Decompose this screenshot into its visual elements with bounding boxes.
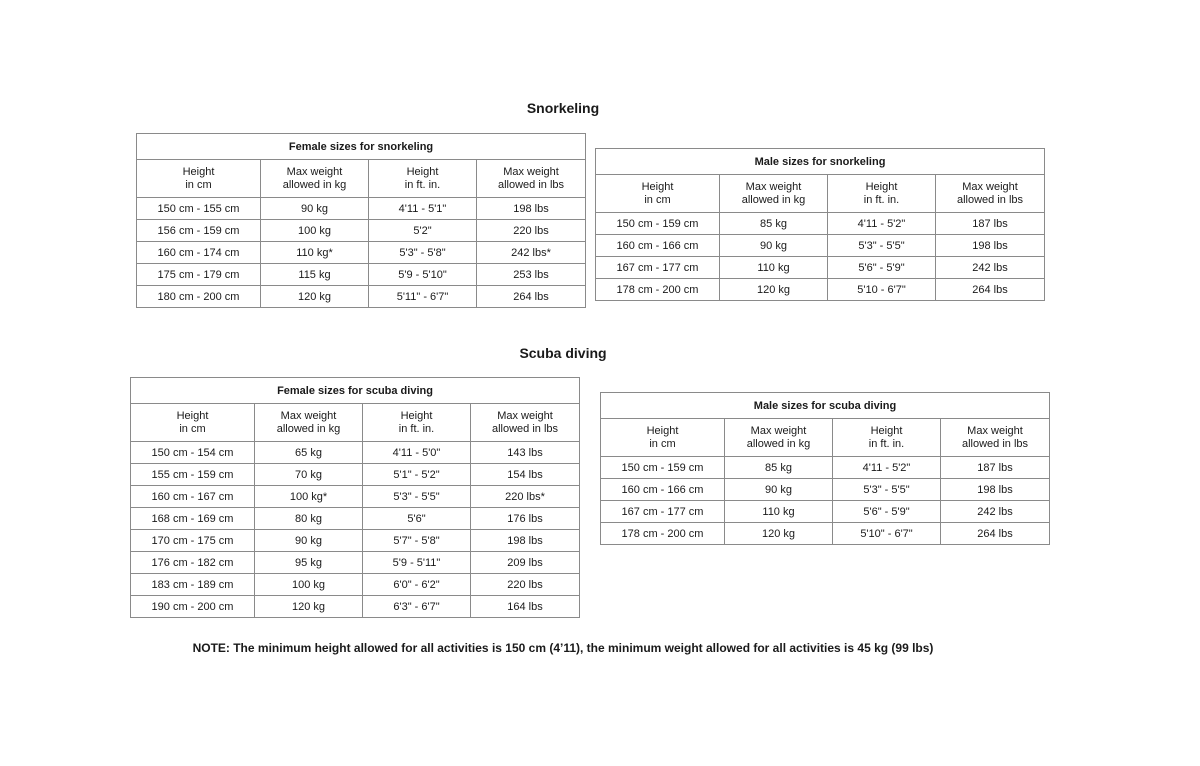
- table-row: [596, 213, 1045, 235]
- table-cell: 160 cm - 166 cm: [601, 479, 725, 501]
- table-title-row: [137, 134, 586, 160]
- table-cell: 90 kg: [725, 479, 833, 501]
- column-header-line: in ft. in.: [404, 178, 441, 191]
- table-cell: 187 lbs: [936, 213, 1045, 235]
- column-header-line: allowed in kg: [741, 193, 806, 206]
- column-header: [477, 160, 586, 198]
- column-header: [255, 404, 363, 442]
- table-cell: 143 lbs: [471, 442, 580, 464]
- table-header-row: [137, 160, 586, 198]
- column-header: [941, 419, 1050, 457]
- column-header-line: in ft. in.: [863, 193, 900, 206]
- table-cell: 80 kg: [255, 508, 363, 530]
- column-header-line: in cm: [185, 178, 212, 191]
- column-header-line: allowed in lbs: [491, 422, 559, 435]
- table-cell: 6'3" - 6'7": [363, 596, 471, 618]
- table-cell: 120 kg: [725, 523, 833, 545]
- table-cell: 253 lbs: [477, 264, 586, 286]
- table-cell: 4'11 - 5'0": [363, 442, 471, 464]
- table-cell: 187 lbs: [941, 457, 1050, 479]
- table-row: [131, 552, 580, 574]
- column-header-line: Height: [406, 165, 439, 178]
- table-cell: 110 kg: [720, 257, 828, 279]
- table-row: [601, 457, 1050, 479]
- table-cell: 90 kg: [720, 235, 828, 257]
- table-cell: 5'3" - 5'8": [369, 242, 477, 264]
- table-title: Female sizes for scuba diving: [131, 378, 580, 404]
- table-cell: 120 kg: [261, 286, 369, 308]
- minimum-requirements-note: NOTE: The minimum height allowed for all activities is 150 cm (4’11), the minimum weight allowed for all activities is 45 kg (99 lbs): [192, 641, 934, 655]
- table-cell: 183 cm - 189 cm: [131, 574, 255, 596]
- table-cell: 5'2": [369, 220, 477, 242]
- table-cell: 5'3" - 5'5": [828, 235, 936, 257]
- table-cell: 85 kg: [725, 457, 833, 479]
- table-cell: 5'7" - 5'8": [363, 530, 471, 552]
- column-header-line: Max weight: [745, 180, 802, 193]
- table-row: [601, 501, 1050, 523]
- table-cell: 85 kg: [720, 213, 828, 235]
- table-cell: 150 cm - 154 cm: [131, 442, 255, 464]
- column-header-line: in ft. in.: [868, 437, 905, 450]
- column-header: [936, 175, 1045, 213]
- scuba-diving-heading: Scuba diving: [519, 345, 607, 361]
- column-header: [596, 175, 720, 213]
- table-cell: 168 cm - 169 cm: [131, 508, 255, 530]
- column-header-line: in cm: [179, 422, 206, 435]
- column-header-line: in cm: [644, 193, 671, 206]
- table-cell: 110 kg*: [261, 242, 369, 264]
- table-cell: 198 lbs: [936, 235, 1045, 257]
- table-cell: 180 cm - 200 cm: [137, 286, 261, 308]
- column-header-line: Max weight: [967, 424, 1023, 437]
- table-row: [137, 242, 586, 264]
- snorkeling-heading: Snorkeling: [526, 100, 600, 116]
- table-cell: 176 cm - 182 cm: [131, 552, 255, 574]
- table-cell: 170 cm - 175 cm: [131, 530, 255, 552]
- table-cell: 90 kg: [261, 198, 369, 220]
- column-header-line: Height: [400, 409, 433, 422]
- table-cell: 5'11" - 6'7": [369, 286, 477, 308]
- table-cell: 242 lbs: [941, 501, 1050, 523]
- column-header: [261, 160, 369, 198]
- column-header: [369, 160, 477, 198]
- column-header: [131, 404, 255, 442]
- column-header-line: allowed in kg: [746, 437, 811, 450]
- table-cell: 5'9 - 5'10": [369, 264, 477, 286]
- table-cell: 264 lbs: [936, 279, 1045, 301]
- table-cell: 190 cm - 200 cm: [131, 596, 255, 618]
- table-title: Male sizes for scuba diving: [601, 393, 1050, 419]
- table-cell: 100 kg: [255, 574, 363, 596]
- table-row: [601, 479, 1050, 501]
- table-cell: 5'10" - 6'7": [833, 523, 941, 545]
- column-header-line: allowed in kg: [282, 178, 347, 191]
- table-cell: 4'11 - 5'1": [369, 198, 477, 220]
- column-header: [720, 175, 828, 213]
- table-row: [131, 574, 580, 596]
- table-title-row: [596, 149, 1045, 175]
- table-row: [137, 286, 586, 308]
- column-header: [137, 160, 261, 198]
- female-scuba-table: [130, 377, 580, 618]
- table-cell: 198 lbs: [941, 479, 1050, 501]
- table-row: [596, 235, 1045, 257]
- table-cell: 209 lbs: [471, 552, 580, 574]
- table-cell: 110 kg: [725, 501, 833, 523]
- column-header-line: allowed in kg: [276, 422, 341, 435]
- table-cell: 167 cm - 177 cm: [596, 257, 720, 279]
- table-cell: 242 lbs*: [477, 242, 586, 264]
- table-cell: 120 kg: [720, 279, 828, 301]
- table-cell: 6'0" - 6'2": [363, 574, 471, 596]
- table-cell: 220 lbs: [477, 220, 586, 242]
- column-header-line: allowed in lbs: [956, 193, 1024, 206]
- table-title-row: [131, 378, 580, 404]
- table-cell: 264 lbs: [941, 523, 1050, 545]
- table-cell: 95 kg: [255, 552, 363, 574]
- table-row: [137, 220, 586, 242]
- table-title: Male sizes for snorkeling: [596, 149, 1045, 175]
- column-header-line: Height: [176, 409, 209, 422]
- table-cell: 100 kg*: [255, 486, 363, 508]
- column-header: [363, 404, 471, 442]
- table-cell: 198 lbs: [477, 198, 586, 220]
- table-row: [596, 279, 1045, 301]
- column-header-line: allowed in lbs: [961, 437, 1029, 450]
- table-header-row: [601, 419, 1050, 457]
- table-cell: 164 lbs: [471, 596, 580, 618]
- male-snorkeling-table: [595, 148, 1045, 301]
- table-cell: 155 cm - 159 cm: [131, 464, 255, 486]
- table-cell: 198 lbs: [471, 530, 580, 552]
- table-cell: 176 lbs: [471, 508, 580, 530]
- table-cell: 115 kg: [261, 264, 369, 286]
- table-cell: 160 cm - 174 cm: [137, 242, 261, 264]
- table-cell: 175 cm - 179 cm: [137, 264, 261, 286]
- table-cell: 5'6" - 5'9": [833, 501, 941, 523]
- table-row: [131, 486, 580, 508]
- column-header: [828, 175, 936, 213]
- column-header-line: Max weight: [280, 409, 337, 422]
- table-title-row: [601, 393, 1050, 419]
- table-cell: 120 kg: [255, 596, 363, 618]
- table-row: [131, 442, 580, 464]
- table-cell: 220 lbs*: [471, 486, 580, 508]
- table-row: [131, 508, 580, 530]
- table-header-row: [131, 404, 580, 442]
- table-row: [131, 530, 580, 552]
- table-cell: 264 lbs: [477, 286, 586, 308]
- table-cell: 5'3" - 5'5": [833, 479, 941, 501]
- table-cell: 150 cm - 155 cm: [137, 198, 261, 220]
- column-header-line: Height: [865, 180, 898, 193]
- table-cell: 178 cm - 200 cm: [596, 279, 720, 301]
- column-header-line: Max weight: [962, 180, 1018, 193]
- column-header: [471, 404, 580, 442]
- table-cell: 154 lbs: [471, 464, 580, 486]
- column-header-line: Height: [641, 180, 674, 193]
- column-header-line: Height: [646, 424, 679, 437]
- table-row: [131, 596, 580, 618]
- table-cell: 242 lbs: [936, 257, 1045, 279]
- column-header-line: Height: [870, 424, 903, 437]
- table-cell: 5'10 - 6'7": [828, 279, 936, 301]
- table-cell: 160 cm - 167 cm: [131, 486, 255, 508]
- table-cell: 156 cm - 159 cm: [137, 220, 261, 242]
- column-header-line: Max weight: [503, 165, 559, 178]
- table-row: [137, 264, 586, 286]
- table-cell: 5'3" - 5'5": [363, 486, 471, 508]
- table-cell: 100 kg: [261, 220, 369, 242]
- table-header-row: [596, 175, 1045, 213]
- table-row: [131, 464, 580, 486]
- column-header-line: Max weight: [750, 424, 807, 437]
- column-header-line: Height: [182, 165, 215, 178]
- table-cell: 70 kg: [255, 464, 363, 486]
- table-row: [596, 257, 1045, 279]
- male-scuba-table: [600, 392, 1050, 545]
- column-header-line: allowed in lbs: [497, 178, 565, 191]
- female-snorkeling-table: [136, 133, 586, 308]
- table-cell: 220 lbs: [471, 574, 580, 596]
- table-cell: 90 kg: [255, 530, 363, 552]
- table-row: [137, 198, 586, 220]
- column-header-line: Max weight: [286, 165, 343, 178]
- table-cell: 160 cm - 166 cm: [596, 235, 720, 257]
- table-cell: 4'11 - 5'2": [833, 457, 941, 479]
- table-cell: 5'6" - 5'9": [828, 257, 936, 279]
- table-cell: 5'6": [363, 508, 471, 530]
- column-header: [833, 419, 941, 457]
- table-cell: 5'1" - 5'2": [363, 464, 471, 486]
- column-header-line: in cm: [649, 437, 676, 450]
- table-cell: 5'9 - 5'11": [363, 552, 471, 574]
- column-header: [725, 419, 833, 457]
- table-cell: 150 cm - 159 cm: [596, 213, 720, 235]
- column-header-line: in ft. in.: [398, 422, 435, 435]
- table-cell: 178 cm - 200 cm: [601, 523, 725, 545]
- column-header-line: Max weight: [497, 409, 553, 422]
- table-cell: 4'11 - 5'2": [828, 213, 936, 235]
- column-header: [601, 419, 725, 457]
- table-title: Female sizes for snorkeling: [137, 134, 586, 160]
- table-row: [601, 523, 1050, 545]
- table-cell: 167 cm - 177 cm: [601, 501, 725, 523]
- table-cell: 150 cm - 159 cm: [601, 457, 725, 479]
- table-cell: 65 kg: [255, 442, 363, 464]
